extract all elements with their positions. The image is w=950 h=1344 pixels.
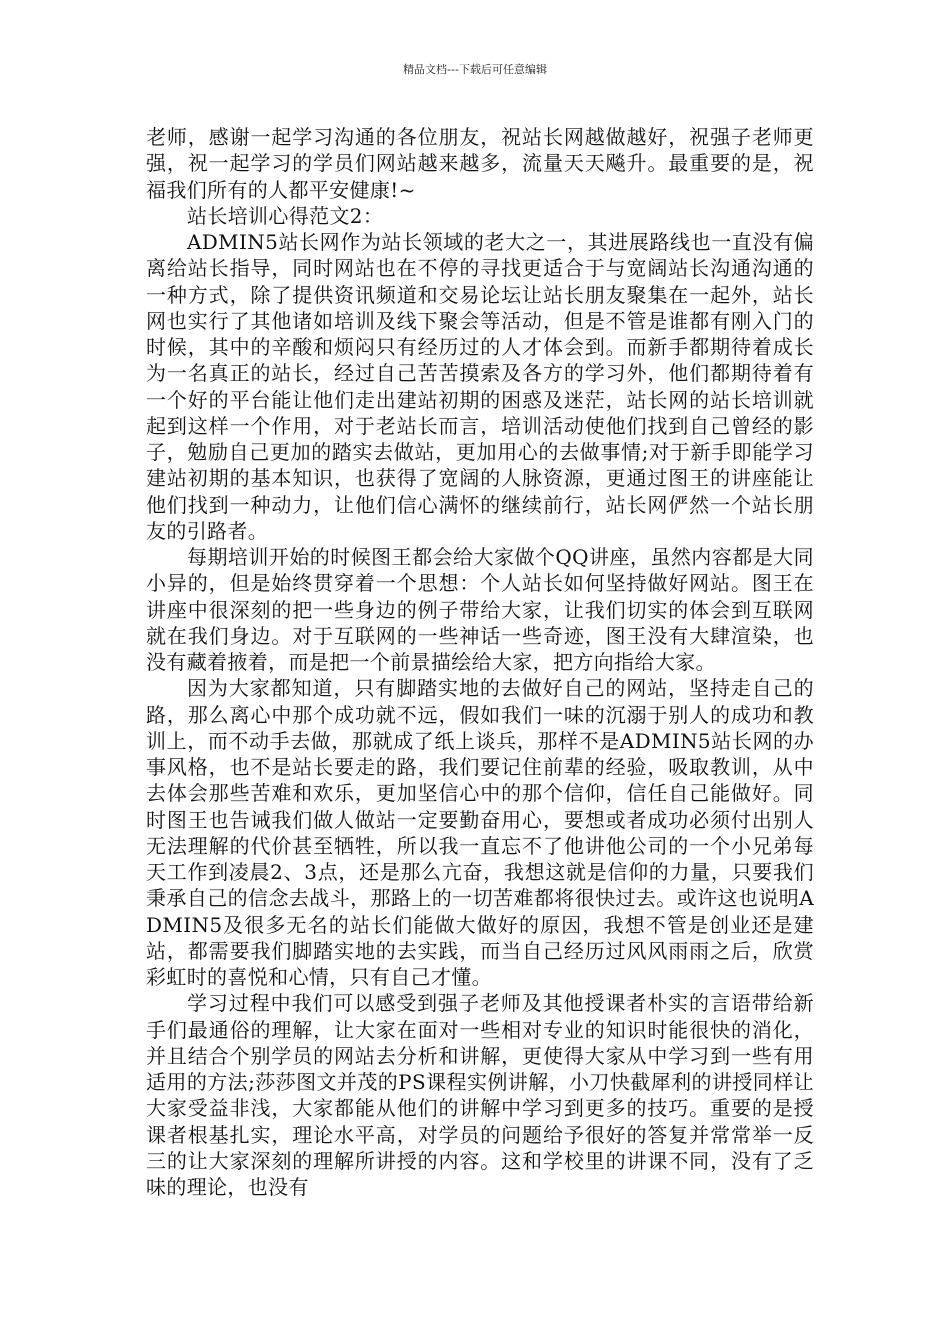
section-heading: 站长培训心得范文2：	[187, 203, 384, 228]
paragraph-2: 每期培训开始的时候图王都会给大家做个QQ讲座，虽然内容都是大同小异的，但是始终贯穿着一个思想：个人站长如何坚持做好网站。图王在讲座中很深刻的把一些身边的例子带给大家，让我们切实的体会到互联网就在我们身边。对于互联网的一些神话一些奇迹，图王没有大肆渲染，也没有藏着掖着，而是把一个前景描绘给大家，把方向指给大家。	[146, 545, 814, 674]
paragraph-4: 学习过程中我们可以感受到强子老师及其他授课者朴实的言语带给新手们最通俗的理解，让大家在面对一些相对专业的知识时能很快的消化，并且结合个别学员的网站去分析和讲解，更使得大家从中学习到一些有用适用的方法;莎莎图文并茂的PS课程实例讲解，小刀快截犀利的讲授同样让大家受益非浅，大家都能从他们的讲解中学习到更多的技巧。重要的是授课者根基扎实，理论水平高，对学员的问题给予很好的答复并常常举一反三的让大家深刻的理解所讲授的内容。这和学校里的讲课不同，没有了乏味的理论，也没有	[146, 991, 814, 1199]
paragraph-closing: 老师，感谢一起学习沟通的各位朋友，祝站长网越做越好，祝强子老师更强，祝一起学习的学员们网站越来越多，流量天天飚升。最重要的是，祝福我们所有的人都平安健康!~	[146, 125, 814, 202]
document-body	[146, 124, 814, 1200]
page-header: 精品文档---下载后可任意编辑	[403, 63, 547, 76]
paragraph-3: 因为大家都知道，只有脚踏实地的去做好自己的网站，坚持走自己的路，那么离心中那个成功就不远，假如我们一味的沉溺于别人的成功和教训上，而不动手去做，那就成了纸上谈兵，那样不是ADMIN5站长网的办事风格，也不是站长要走的路，我们要记住前辈的经验，吸取教训，从中去体会那些苦难和欢乐，更加坚信心中的那个信仰，信任自己能做好。同时图王也告诫我们做人做站一定要勤奋用心，要想或者成功必须付出别人无法理解的代价甚至牺牲，所以我一直忘不了他讲他公司的一个小兄弟每天工作到凌晨2、3点，还是那么亢奋，我想这就是信仰的力量，只要我们秉承自己的信念去战斗，那路上的一切苦难都将很快过去。或许这也说明ADMIN5及很多无名的站长们能做大做好的原因，我想不管是创业还是建站，都需要我们脚踏实地的去实践，而当自己经历过风风雨雨之后，欣赏彩虹时的喜悦和心情，只有自己才懂。	[146, 676, 814, 989]
paragraph-1: ADMIN5站长网作为站长领域的老大之一，其进展路线也一直没有偏离给站长指导，同时网站也在不停的寻找更适合于与宽阔站长沟通沟通的一种方式，除了提供资讯频道和交易论坛让站长朋友聚集在一起外，站长网也实行了其他诸如培训及线下聚会等活动，但是不管是谁都有刚入门的时候，其中的辛酸和烦闷只有经历过的人才体会到。而新手都期待着成长为一名真正的站长，经过自己苦苦摸索及各方的学习外，他们都期待着有一个好的平台能让他们走出建站初期的困惑及迷茫，站长网的站长培训就起到这样一个作用，对于老站长而言，培训活动使他们找到自己曾经的影子，勉励自己更加的踏实去做站，更加用心的去做事情;对于新手即能学习建站初期的基本知识，也获得了宽阔的人脉资源，更通过图王的讲座能让他们找到一种动力，让他们信心满怀的继续前行，站长网俨然一个站长朋友的引路者。	[146, 230, 814, 543]
